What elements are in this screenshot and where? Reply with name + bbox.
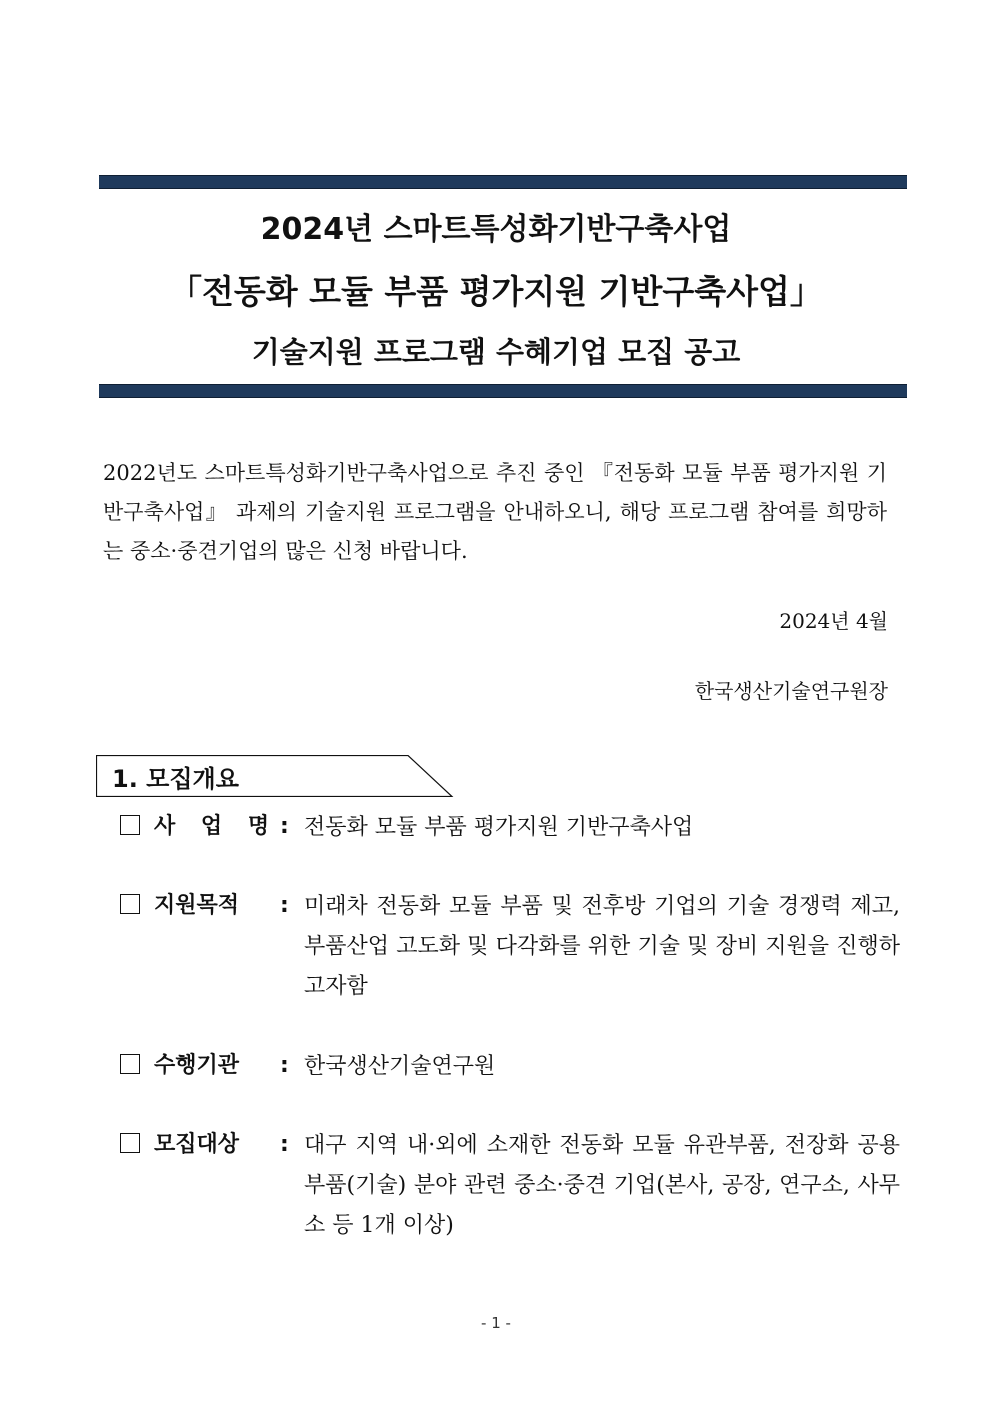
item-colon: : — [280, 1132, 289, 1157]
checkbox-square-icon — [120, 1054, 140, 1074]
overview-item-purpose — [120, 887, 900, 1007]
checkbox-square-icon — [120, 1133, 140, 1153]
page-number: - 1 - — [481, 1314, 511, 1332]
overview-item-agency — [120, 1047, 900, 1087]
title-line-1: 2024년 스마트특성화기반구축사업 — [260, 212, 732, 247]
checkbox-square-icon — [120, 894, 140, 914]
checkbox-square-icon — [120, 815, 140, 835]
item-value: 미래차 전동화 모듈 부품 및 전후방 기업의 기술 경쟁력 제고, 부품산업 고도화 및 다각화를 위한 기술 및 장비 지원을 진행하고자함 — [304, 894, 900, 999]
overview-item-target — [120, 1126, 900, 1246]
item-label: 모집대상 — [154, 1132, 240, 1157]
intro-paragraph: 2022년도 스마트특성화기반구축사업으로 추진 중인 『전동화 모듈 부품 평가지원 기반구축사업』 과제의 기술지원 프로그램을 안내하오니, 해당 프로그램 참여를 희망하는 중소·중견기업의 많은 신청 바랍니다. — [103, 461, 887, 563]
item-label: 사 업 명 — [154, 814, 279, 839]
header-bottom-bar — [99, 384, 907, 398]
announcement-date: 2024년 4월 — [779, 609, 888, 633]
item-value: 대구 지역 내·외에 소재한 전동화 모듈 유관부품, 전장화 공용부품(기술) 분야 관련 중소·중견 기업(본사, 공장, 연구소, 사무소 등 1개 이상) — [304, 1133, 900, 1238]
section-title: 1. 모집개요 — [112, 765, 239, 793]
header-top-bar — [99, 175, 907, 189]
title-line-2: 「전동화 모듈 부품 평가지원 기반구축사업」 — [169, 272, 823, 311]
title-line-3: 기술지원 프로그램 수혜기업 모집 공고 — [251, 335, 741, 369]
section-heading-box — [96, 755, 456, 797]
item-colon: : — [280, 1053, 289, 1078]
item-colon: : — [280, 814, 289, 839]
overview-item-business-name — [120, 808, 900, 848]
item-value: 한국생산기술연구원 — [304, 1054, 496, 1079]
item-value: 전동화 모듈 부품 평가지원 기반구축사업 — [304, 815, 694, 840]
item-colon: : — [280, 893, 289, 918]
item-label: 수행기관 — [154, 1053, 240, 1078]
issuer-name: 한국생산기술연구원장 — [694, 679, 888, 703]
item-label: 지원목적 — [154, 893, 240, 918]
